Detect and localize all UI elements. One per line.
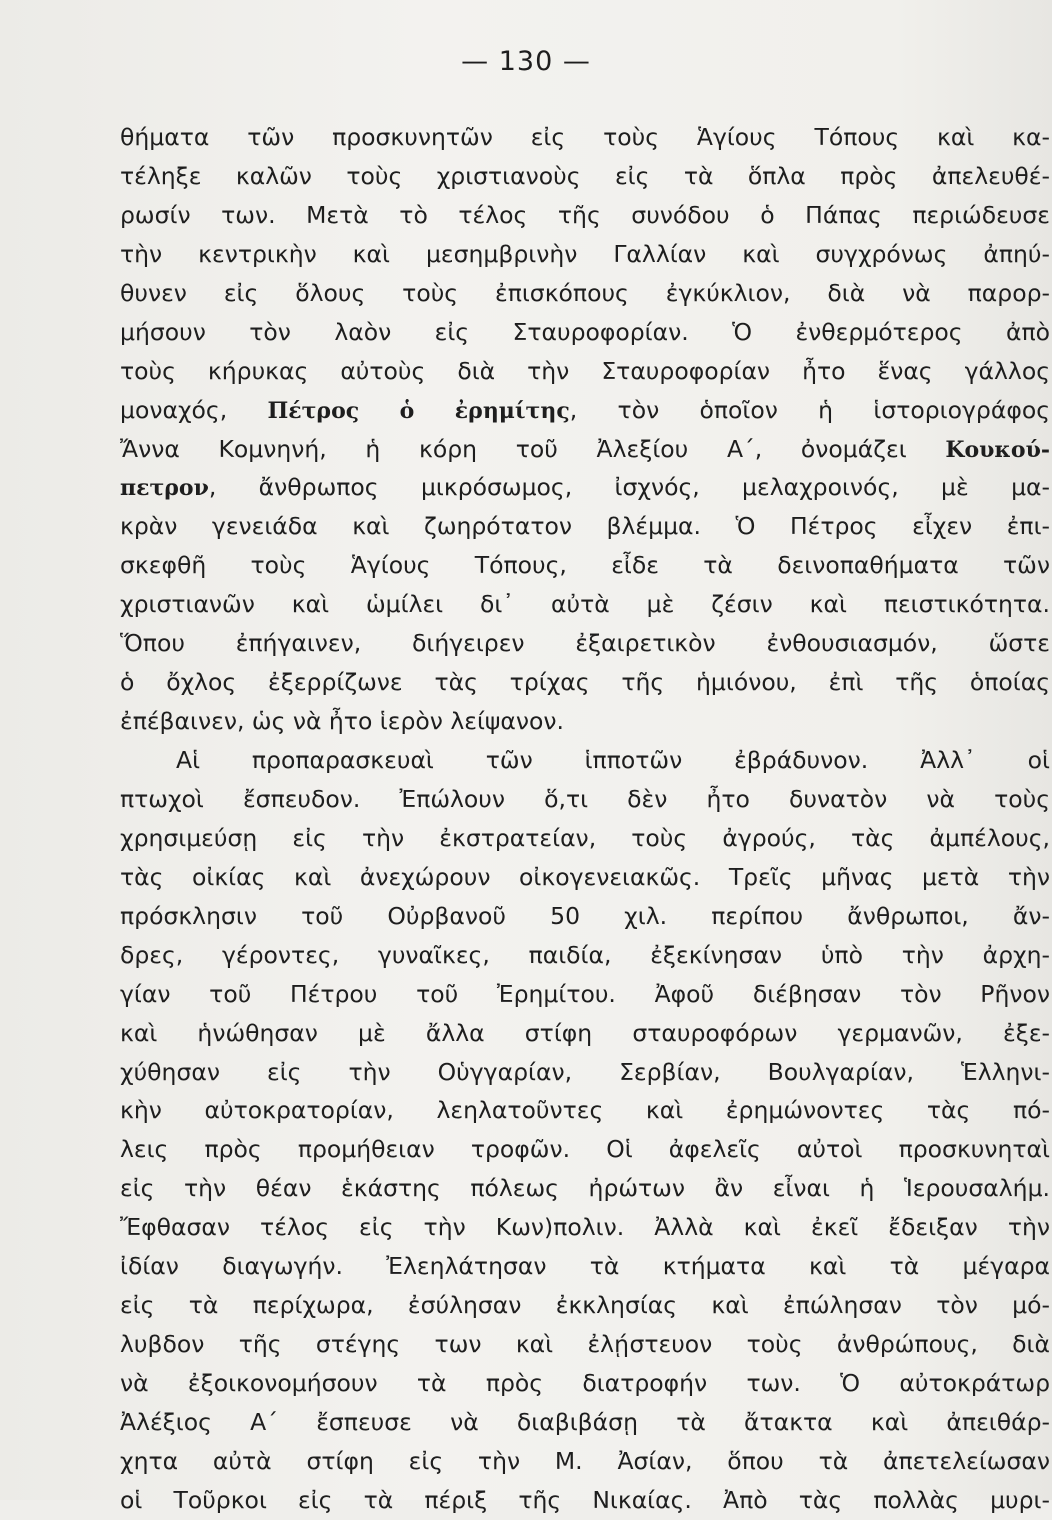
text-line: τὴν κεντρικὴν καὶ μεσημβρινὴν Γαλλίαν καὶ συγχρόνως ἀπηύ- xyxy=(120,239,1050,268)
text-line: ρωσίν των. Μετὰ τὸ τέλος τῆς συνόδου ὁ Πάπας περιώδευσε xyxy=(120,200,1050,229)
text-line xyxy=(120,430,1050,469)
paragraph-start-line: Αἱ προπαρασκευαὶ τῶν ἱπποτῶν ἐβράδυνον. Ἀλλ᾿ οἱ xyxy=(176,746,1050,774)
text-line: μήσουν τὸν λαὸν εἰς Σταυροφορίαν. Ὁ ἐνθερμότερος ἀπὸ xyxy=(120,317,1050,346)
paragraph-end-line: ἐπέβαινεν, ὡς νὰ ἦτο ἱερὸν λείψανον. xyxy=(120,707,565,736)
text-line: δρες, γέροντες, γυναῖκες, παιδία, ἐξεκίνησαν ὑπὸ τὴν ἀρχη- xyxy=(120,940,1050,969)
text-line: θήματα τῶν προσκυνητῶν εἰς τοὺς Ἁγίους Τόπους καὶ κα- xyxy=(120,123,1050,151)
text-line xyxy=(120,391,1050,430)
text-line: Ἔφθασαν τέλος εἰς τὴν Κων)πολιν. Ἀλλὰ καὶ ἐκεῖ ἔδειξαν τὴν xyxy=(120,1213,1050,1242)
text-line: εἰς τὰ περίχωρα, ἐσύλησαν ἐκκλησίας καὶ ἐπώλησαν τὸν μό- xyxy=(120,1291,1050,1320)
page-number: — 130 — xyxy=(461,46,591,77)
text-line: εἰς τὴν θέαν ἑκάστης πόλεως ἠρώτων ἂν εἶναι ἡ Ἱερουσαλήμ. xyxy=(120,1174,1050,1203)
text-line: πρόσκλησιν τοῦ Οὐρβανοῦ 50 χιλ. περίπου ἄνθρωποι, ἄν- xyxy=(120,901,1050,930)
text-line: χύθησαν εἰς τὴν Οὑγγαρίαν, Σερβίαν, Βουλγαρίαν, Ἑλληνι- xyxy=(120,1057,1050,1086)
text-line: οἱ Τοῦρκοι εἰς τὰ πέριξ τῆς Νικαίας. Ἀπὸ τὰς πολλὰς μυρι- xyxy=(120,1485,1050,1514)
line-text: Ἄννα Κομνηνή, ἡ κόρη τοῦ Ἀλεξίου Α΄, ὀνομάζει xyxy=(120,434,946,463)
text-line: νὰ ἐξοικονομήσουν τὰ πρὸς διατροφήν των. Ὁ αὐτοκράτωρ xyxy=(120,1369,1050,1397)
text-line: θυνεν εἰς ὅλους τοὺς ἐπισκόπους ἐγκύκλιον, διὰ νὰ παρορ- xyxy=(120,278,1050,307)
text-line: ὁ ὄχλος ἐξερρίζωνε τὰς τρίχας τῆς ἡμιόνου, ἐπὶ τῆς ὁποίας xyxy=(120,668,1050,697)
text-line: χριστιανῶν καὶ ὡμίλει δι᾿ αὐτὰ μὲ ζέσιν καὶ πειστικότητα. xyxy=(120,590,1050,619)
line-text: μοναχός, xyxy=(120,395,268,424)
text-line: χρησιμεύσῃ εἰς τὴν ἐκστρατείαν, τοὺς ἀγρούς, τὰς ἀμπέλους, xyxy=(120,823,1050,852)
text-line: πτωχοὶ ἔσπευδον. Ἐπώλουν ὅ,τι δὲν ἦτο δυνατὸν νὰ τοὺς xyxy=(120,784,1050,813)
text-line: λεις πρὸς προμήθειαν τροφῶν. Οἱ ἀφελεῖς αὐτοὶ προσκυνηταὶ xyxy=(120,1135,1050,1164)
text-line: γίαν τοῦ Πέτρου τοῦ Ἐρημίτου. Ἀφοῦ διέβησαν τὸν Ρῆνον xyxy=(120,979,1050,1008)
text-line: τέληξε καλῶν τοὺς χριστιανοὺς εἰς τὰ ὅπλα πρὸς ἀπελευθέ- xyxy=(120,161,1050,190)
bold-name: Πέτρος ὁ ἐρημίτης xyxy=(267,397,570,424)
text-line: Ὅπου ἐπήγαινεν, διήγειρεν ἐξαιρετικὸν ἐνθουσιασμόν, ὥστε xyxy=(120,629,1050,658)
text-line: λυβδον τῆς στέγης των καὶ ἐλῄστευον τοὺς ἀνθρώπους, διὰ xyxy=(120,1330,1050,1359)
line-text: , τὸν ὁποῖον ἡ ἱστοριογράφος xyxy=(569,395,1050,424)
text-line: χητα αὐτὰ στίφη εἰς τὴν Μ. Ἀσίαν, ὅπου τὰ ἀπετελείωσαν xyxy=(120,1446,1050,1475)
bold-name: Κουκού- xyxy=(945,436,1050,463)
text-line: Ἀλέξιος Α΄ ἔσπευσε νὰ διαβιβάσῃ τὰ ἄτακτα καὶ ἀπειθάρ- xyxy=(120,1407,1050,1436)
text-line: τοὺς κήρυκας αὐτοὺς διὰ τὴν Σταυροφορίαν ἦτο ἕνας γάλλος xyxy=(120,356,1050,385)
text-line: κρὰν γενειάδα καὶ ζωηρότατον βλέμμα. Ὁ Πέτρος εἶχεν ἐπι- xyxy=(120,512,1050,541)
line-text: , ἄνθρωπος μικρόσωμος, ἰσχνός, μελαχροινός, μὲ μα- xyxy=(208,473,1050,502)
text-line: τὰς οἰκίας καὶ ἀνεχώρουν οἰκογενειακῶς. Τρεῖς μῆνας μετὰ τὴν xyxy=(120,862,1050,891)
text-body xyxy=(120,118,1050,1520)
text-line: ἰδίαν διαγωγήν. Ἐλεηλάτησαν τὰ κτήματα καὶ τὰ μέγαρα xyxy=(120,1252,1050,1281)
text-line xyxy=(120,468,1050,507)
text-line: κὴν αὐτοκρατορίαν, λεηλατοῦντες καὶ ἐρημώνοντες τὰς πό- xyxy=(120,1096,1050,1125)
bold-name: πετρον xyxy=(120,475,209,502)
text-line: σκεφθῆ τοὺς Ἁγίους Τόπους, εἶδε τὰ δεινοπαθήματα τῶν xyxy=(120,551,1050,580)
text-line: καὶ ἡνώθησαν μὲ ἄλλα στίφη σταυροφόρων γερμανῶν, ἐξε- xyxy=(120,1018,1050,1047)
